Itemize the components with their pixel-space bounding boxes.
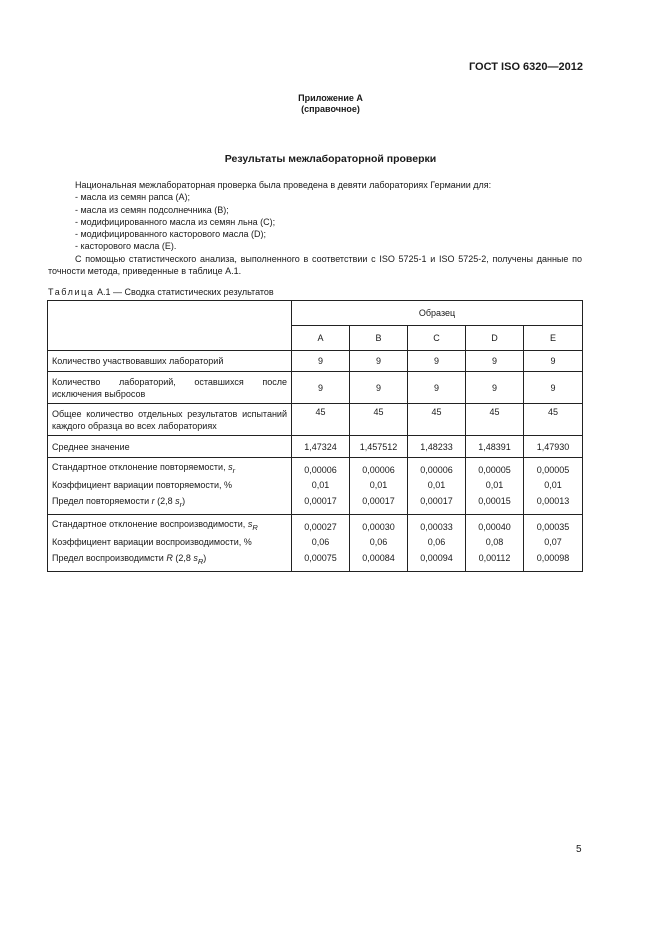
empty-header-cell bbox=[48, 301, 292, 351]
annex-title: Приложение А bbox=[298, 93, 363, 103]
table-caption bbox=[48, 287, 274, 297]
sample-header-b: B bbox=[350, 326, 408, 351]
row-label: Количество лабораторий, оставшихся после исключения выбросов bbox=[48, 372, 292, 404]
table-cell: 9 bbox=[524, 351, 583, 372]
repeatability-limit-label: Предел повторяемости r (2,8 $s_r$) bbox=[52, 495, 186, 509]
results-table bbox=[47, 300, 583, 572]
table-cell: 9 bbox=[524, 372, 583, 404]
sample-header-a: A bbox=[292, 326, 350, 351]
reproducibility-sd-label: Стандартное отклонение воспроизводимости, $s_R$ bbox=[52, 519, 258, 532]
table-row bbox=[48, 372, 583, 404]
row-label: Количество участвовавших лабораторий bbox=[48, 351, 292, 372]
repeatability-values-d: 0,00005 0,01 0,00015 bbox=[466, 458, 524, 515]
table-cell: 9 bbox=[466, 351, 524, 372]
table-cell: 45 bbox=[408, 404, 466, 436]
section-title: Результаты межлабораторной проверки bbox=[224, 153, 437, 165]
table-cell: 1,47324 bbox=[292, 436, 350, 458]
sample-header-c: C bbox=[408, 326, 466, 351]
list-item: - масла из семян подсолнечника (В); bbox=[75, 204, 229, 215]
table-cell: 9 bbox=[408, 372, 466, 404]
standard-designation: ГОСТ ISO 6320—2012 bbox=[468, 61, 583, 73]
list-item: - модифицированного касторового масла (D); bbox=[75, 229, 267, 240]
intro-text bbox=[48, 179, 582, 277]
repeatability-group bbox=[48, 458, 583, 515]
table-cell: 9 bbox=[466, 372, 524, 404]
reproducibility-values-a: 0,00027 0,06 0,00075 bbox=[292, 515, 350, 572]
table-row bbox=[48, 436, 583, 458]
table-header-row bbox=[48, 301, 583, 326]
reproducibility-cv-label: Коэффициент вариации воспроизводимости, % bbox=[52, 537, 252, 548]
table-cell: 1,47930 bbox=[524, 436, 583, 458]
reproducibility-labels bbox=[48, 515, 292, 572]
repeatability-values-a: 0,00006 0,01 0,00017 bbox=[292, 458, 350, 515]
table-cell: 9 bbox=[292, 351, 350, 372]
sample-header-d: D bbox=[466, 326, 524, 351]
table-cell: 9 bbox=[350, 372, 408, 404]
intro-paragraph: Национальная межлабораторная проверка была проведена в девяти лабораториях Германии для: bbox=[75, 180, 492, 190]
reproducibility-limit-label: Предел воспроизводимсти R (2,8 $s_R$) bbox=[52, 552, 207, 566]
table-cell: 45 bbox=[466, 404, 524, 436]
table-caption-text: А.1 — Сводка статистических результатов bbox=[94, 287, 274, 297]
sample-group-header: Образец bbox=[292, 301, 583, 326]
table-cell: 45 bbox=[292, 404, 350, 436]
repeatability-values-c: 0,00006 0,01 0,00017 bbox=[408, 458, 466, 515]
table-row bbox=[48, 404, 583, 436]
row-label: Общее количество отдельных результатов испытаний каждого образца во всех лабораториях bbox=[48, 404, 292, 436]
table-cell: 9 bbox=[292, 372, 350, 404]
table-cell: 1,457512 bbox=[350, 436, 408, 458]
reproducibility-values-c: 0,00033 0,06 0,00094 bbox=[408, 515, 466, 572]
analysis-paragraph: С помощью статистического анализа, выполненного в соответствии с ISO 5725-1 и ISO 5725-2, получены данные по точности метода, приведенные в таблице А.1. bbox=[48, 253, 582, 277]
reproducibility-values-d: 0,00040 0,08 0,00112 bbox=[466, 515, 524, 572]
repeatability-values-e: 0,00005 0,01 0,00013 bbox=[524, 458, 583, 515]
reproducibility-group bbox=[48, 515, 583, 572]
table-cell: 45 bbox=[350, 404, 408, 436]
table-cell: 1,48233 bbox=[408, 436, 466, 458]
sample-header-e: E bbox=[524, 326, 583, 351]
page-number: 5 bbox=[576, 844, 582, 855]
sample-list bbox=[48, 191, 582, 252]
row-label: Среднее значение bbox=[48, 436, 292, 458]
list-item: - модифицированного масла из семян льна (С); bbox=[75, 216, 276, 227]
table-cell: 1,48391 bbox=[466, 436, 524, 458]
repeatability-labels bbox=[48, 458, 292, 515]
repeatability-cv-label: Коэффициент вариации повторяемости, % bbox=[52, 480, 233, 491]
repeatability-sd-label: Стандартное отклонение повторяемости, $s_r$ bbox=[52, 462, 236, 475]
table-caption-prefix: Таблица bbox=[48, 287, 95, 297]
reproducibility-values-b: 0,00030 0,06 0,00084 bbox=[350, 515, 408, 572]
table-row bbox=[48, 351, 583, 372]
table-cell: 45 bbox=[524, 404, 583, 436]
annex-subtitle: (справочное) bbox=[301, 104, 360, 114]
repeatability-values-b: 0,00006 0,01 0,00017 bbox=[350, 458, 408, 515]
reproducibility-values-e: 0,00035 0,07 0,00098 bbox=[524, 515, 583, 572]
table-cell: 9 bbox=[350, 351, 408, 372]
annex-heading bbox=[0, 93, 661, 115]
list-item: - масла из семян рапса (А); bbox=[75, 192, 191, 203]
list-item: - касторового масла (E). bbox=[75, 241, 177, 252]
table-cell: 9 bbox=[408, 351, 466, 372]
